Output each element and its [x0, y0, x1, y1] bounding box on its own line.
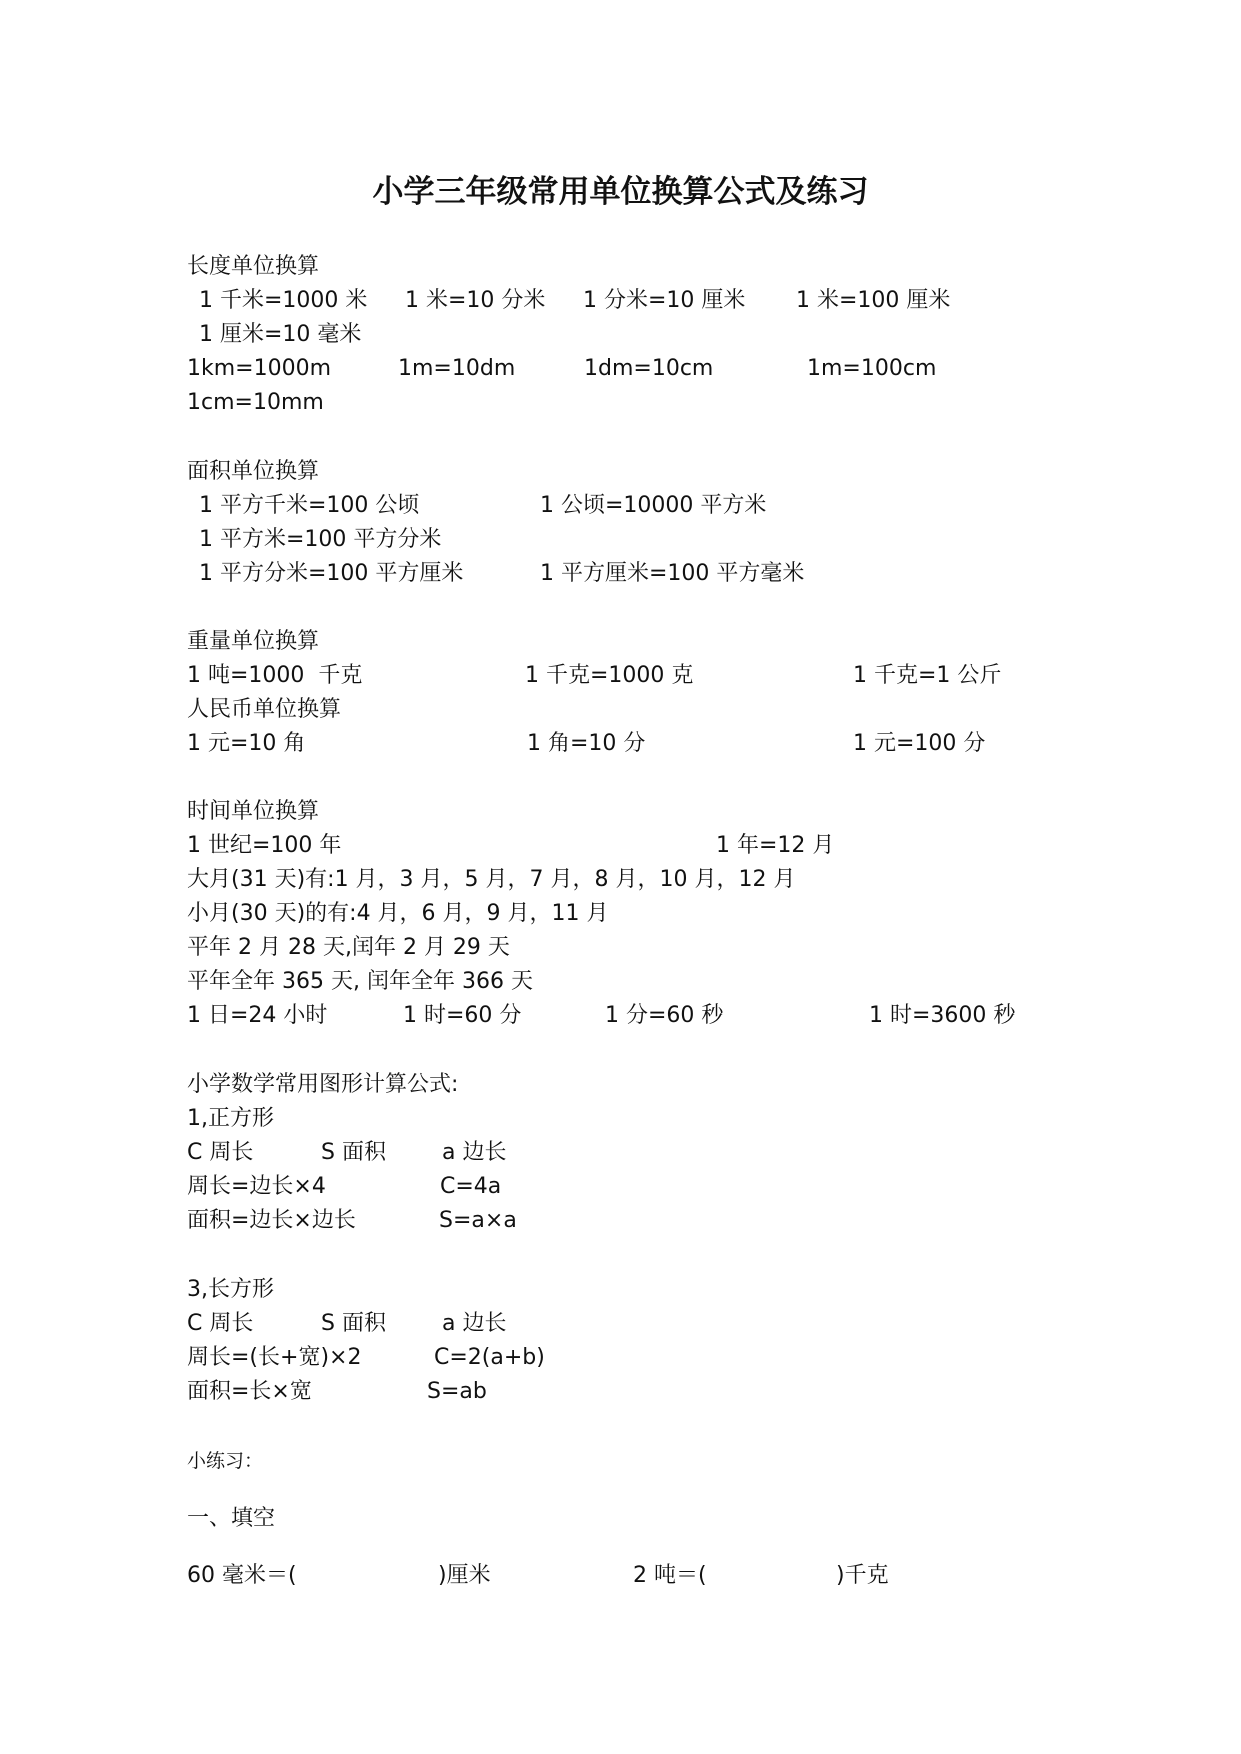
rectangle-label: 3,长方形 — [187, 1277, 274, 1302]
length-cn-5: 1 厘米=10 毫米 — [199, 322, 362, 347]
time-year-days: 平年全年 365 天, 闰年全年 366 天 — [187, 969, 533, 994]
length-heading: 长度单位换算 — [187, 254, 320, 279]
rectangle-area-formula: S=ab — [427, 1379, 487, 1404]
question-1-prefix: 60 毫米＝( — [187, 1563, 297, 1588]
question-1-suffix: )厘米 — [438, 1563, 491, 1588]
rectangle-var-s: S 面积 — [321, 1311, 386, 1336]
rectangle-var-c: C 周长 — [187, 1311, 254, 1336]
rectangle-area: 面积=长×宽 — [187, 1379, 312, 1404]
square-area-formula: S=a×a — [439, 1208, 517, 1233]
length-en-1: 1km=1000m — [187, 356, 332, 381]
length-cn-1: 1 千米=1000 米 — [199, 288, 368, 313]
square-var-a: a 边长 — [442, 1140, 507, 1165]
time-year: 1 年=12 月 — [716, 833, 835, 858]
time-century: 1 世纪=100 年 — [187, 833, 342, 858]
square-var-s: S 面积 — [321, 1140, 386, 1165]
length-cn-4: 1 米=100 厘米 — [796, 288, 951, 313]
square-area: 面积=边长×边长 — [187, 1208, 356, 1233]
area-4: 1 平方分米=100 平方厘米 — [199, 561, 464, 586]
area-3: 1 平方米=100 平方分米 — [199, 527, 442, 552]
length-cn-2: 1 米=10 分米 — [405, 288, 546, 313]
weight-3: 1 千克=1 公斤 — [853, 663, 1002, 688]
length-en-4: 1m=100cm — [807, 356, 937, 381]
page-title: 小学三年级常用单位换算公式及练习 — [372, 174, 869, 210]
weight-1: 1 吨=1000 千克 — [187, 663, 363, 688]
time-big-month: 大月(31 天)有:1 月，3 月，5 月，7 月，8 月，10 月，12 月 — [187, 867, 796, 892]
time-hour-seconds: 1 时=3600 秒 — [869, 1003, 1016, 1028]
length-en-5: 1cm=10mm — [187, 390, 324, 415]
length-en-2: 1m=10dm — [398, 356, 516, 381]
time-feb: 平年 2 月 28 天,闰年 2 月 29 天 — [187, 935, 510, 960]
square-perimeter-formula: C=4a — [440, 1174, 502, 1199]
money-3: 1 元=100 分 — [853, 731, 986, 756]
rectangle-perimeter-formula: C=2(a+b) — [434, 1345, 545, 1370]
time-day: 1 日=24 小时 — [187, 1003, 328, 1028]
time-small-month: 小月(30 天)的有:4 月，6 月，9 月，11 月 — [187, 901, 609, 926]
time-minute: 1 分=60 秒 — [605, 1003, 724, 1028]
square-var-c: C 周长 — [187, 1140, 254, 1165]
rectangle-perimeter: 周长=(长+宽)×2 — [187, 1345, 362, 1370]
time-hour: 1 时=60 分 — [403, 1003, 522, 1028]
length-cn-3: 1 分米=10 厘米 — [583, 288, 746, 313]
money-heading: 人民币单位换算 — [187, 697, 342, 722]
weight-2: 1 千克=1000 克 — [525, 663, 694, 688]
area-1: 1 平方千米=100 公顷 — [199, 493, 420, 518]
area-heading: 面积单位换算 — [187, 459, 320, 484]
weight-heading: 重量单位换算 — [187, 629, 320, 654]
time-heading: 时间单位换算 — [187, 799, 320, 824]
practice-heading: 小练习： — [187, 1450, 264, 1472]
question-2-suffix: )千克 — [836, 1563, 889, 1588]
area-5: 1 平方厘米=100 平方毫米 — [540, 561, 805, 586]
rectangle-var-a: a 边长 — [442, 1311, 507, 1336]
practice-section: 一、填空 — [187, 1506, 276, 1531]
square-label: 1,正方形 — [187, 1106, 274, 1131]
formulas-heading: 小学数学常用图形计算公式: — [187, 1072, 459, 1097]
money-2: 1 角=10 分 — [527, 731, 646, 756]
question-2-prefix: 2 吨＝( — [633, 1563, 707, 1588]
money-1: 1 元=10 角 — [187, 731, 306, 756]
area-2: 1 公顷=10000 平方米 — [540, 493, 767, 518]
length-en-3: 1dm=10cm — [584, 356, 714, 381]
square-perimeter: 周长=边长×4 — [187, 1174, 326, 1199]
